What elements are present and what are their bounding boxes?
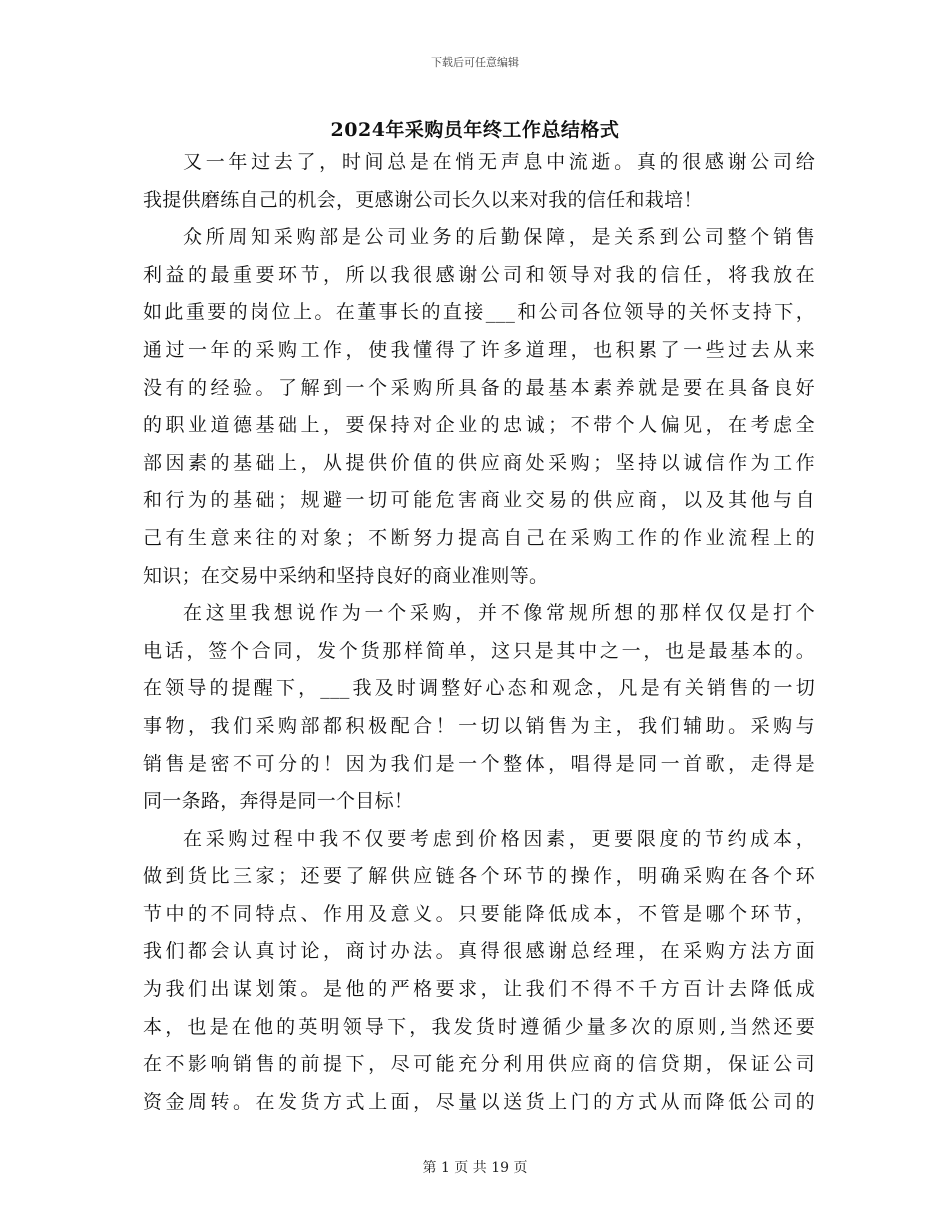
body-text-line: 同一条路，奔得是同一个目标！ — [143, 790, 414, 813]
body-text-line: 又一年过去了，时间总是在悄无声息中流逝。真的很感谢公司给 — [183, 151, 815, 173]
body-text-line: 己有生意来往的对象；不断努力提高自己在采购工作的作业流程上的 — [143, 526, 815, 549]
page-number-footer: 第 1 页 共 19 页 — [422, 1160, 528, 1176]
body-text-line: 电话，签个合同，发个货那样简单，这只是其中之一，也是最基本的。 — [143, 639, 815, 662]
body-text-line: 我提供磨练自己的机会，更感谢公司长久以来对我的信任和栽培！ — [143, 188, 703, 211]
body-text-line: 在采购过程中我不仅要考虑到价格因素，更要限度的节约成本， — [183, 827, 815, 850]
body-text-line: 众所周知采购部是公司业务的后勤保障，是关系到公司整个销售 — [183, 226, 815, 249]
body-text-line: 在这里我想说作为一个采购，并不像常规所想的那样仅仅是打个 — [183, 602, 815, 625]
body-text-line: 事物，我们采购部都积极配合！一切以销售为主，我们辅助。采购与 — [143, 714, 815, 737]
body-text-line: 如此重要的岗位上。在董事长的直接___和公司各位领导的关怀支持下， — [143, 301, 815, 324]
body-text-line: 在领导的提醒下，___我及时调整好心态和观念，凡是有关销售的一切 — [143, 677, 815, 700]
body-text-line: 节中的不同特点、作用及意义。只要能降低成本，不管是哪个环节， — [143, 902, 815, 925]
page-header-note: 下载后可任意编辑 — [431, 56, 519, 69]
body-text-line: 在不影响销售的前提下，尽可能充分利用供应商的信贷期，保证公司 — [143, 1053, 815, 1076]
body-text-line: 本，也是在他的英明领导下，我发货时遵循少量多次的原则,当然还要 — [143, 1015, 815, 1038]
body-text-line: 做到货比三家；还要了解供应链各个环节的操作，明确采购在各个环 — [143, 865, 815, 888]
body-text-line: 部因素的基础上，从提供价值的供应商处采购；坚持以诚信作为工作 — [143, 451, 815, 474]
body-text-line: 没有的经验。了解到一个采购所具备的最基本素养就是要在具备良好 — [143, 376, 815, 399]
document-title: 2024年采购员年终工作总结格式 — [330, 119, 620, 141]
document-body — [143, 144, 815, 1121]
body-text-line: 和行为的基础；规避一切可能危害商业交易的供应商，以及其他与自 — [143, 489, 815, 512]
body-text-line: 利益的最重要环节，所以我很感谢公司和领导对我的信任，将我放在 — [143, 263, 815, 286]
body-text-line: 我们都会认真讨论，商讨办法。真得很感谢总经理，在采购方法方面 — [143, 940, 815, 963]
body-text-line: 资金周转。在发货方式上面，尽量以送货上门的方式从而降低公司的 — [143, 1090, 815, 1113]
body-text-line: 的职业道德基础上，要保持对企业的忠诚；不带个人偏见，在考虑全 — [143, 414, 815, 437]
body-text-line: 销售是密不可分的！因为我们是一个整体，唱得是同一首歌，走得是 — [143, 752, 815, 775]
body-text-line: 通过一年的采购工作，使我懂得了许多道理，也积累了一些过去从来 — [143, 338, 815, 361]
body-text-line: 知识；在交易中采纳和坚持良好的商业准则等。 — [143, 564, 549, 587]
body-text-line: 为我们出谋划策。是他的严格要求，让我们不得不千方百计去降低成 — [143, 978, 815, 1001]
